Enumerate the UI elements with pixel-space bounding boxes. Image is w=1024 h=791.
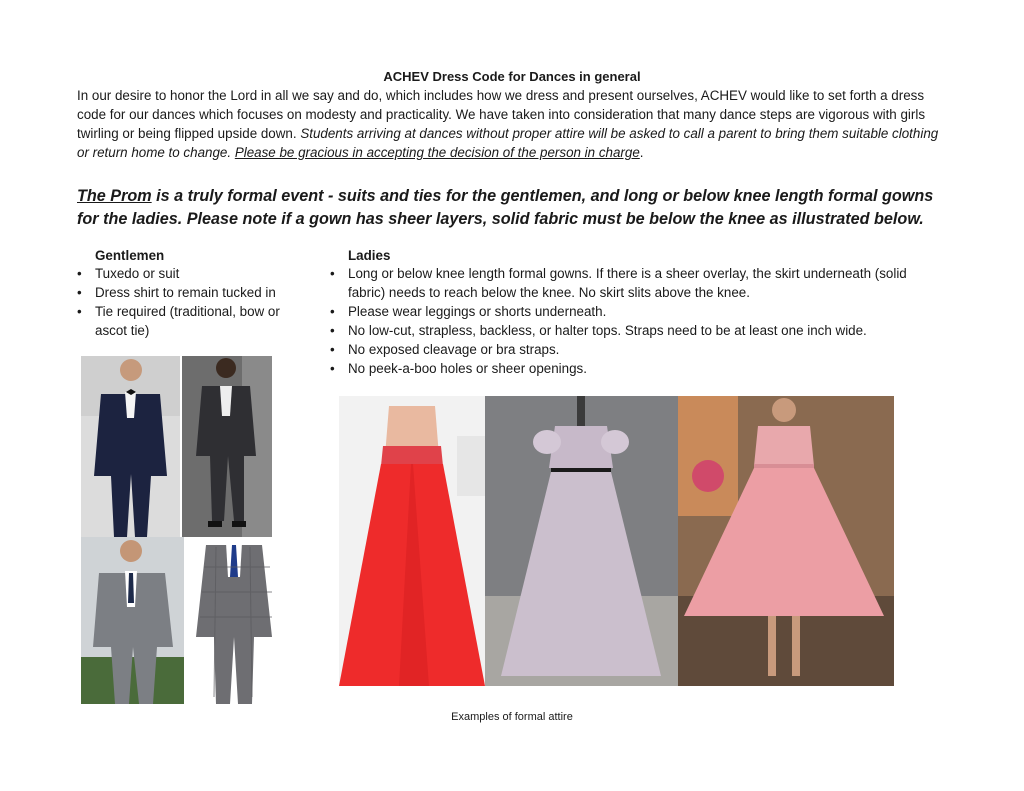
intro-emphasis-text: Please be gracious in accepting the decision of the person in charge bbox=[234, 145, 640, 160]
ladies-list bbox=[330, 264, 930, 378]
intro-paragraph bbox=[77, 86, 939, 162]
gentlemen-heading: Gentlemen bbox=[95, 248, 165, 263]
list-item: • No peek-a-boo holes or sheer openings. bbox=[330, 359, 930, 378]
prom-lead: The Prom bbox=[77, 187, 152, 205]
prom-rest: is a truly formal event - suits and ties for the gentlemen, and long or below knee length formal gowns for the ladies. Please note if a gown has sheer layers, solid fabric must be below the knee as illustrated below. bbox=[77, 187, 934, 228]
gray-suit-photo bbox=[81, 537, 184, 704]
pink-lace-dress-photo bbox=[678, 396, 894, 686]
prom-statement bbox=[77, 185, 947, 231]
gentlemen-section bbox=[77, 248, 307, 340]
intro-end: . bbox=[639, 145, 644, 160]
ladies-heading: Ladies bbox=[348, 248, 391, 263]
list-item: • Long or below knee length formal gowns. If there is a sheer overlay, the skirt underneath (solid fabric) needs to reach below the knee. No skirt slits above the knee. bbox=[330, 264, 930, 302]
photo-caption: Examples of formal attire bbox=[451, 711, 573, 723]
charcoal-tuxedo-photo bbox=[182, 356, 272, 537]
intro-italic-text: Students arriving at dances without proper attire will be asked to call a parent to bring them suitable clothing or return home to change. bbox=[77, 126, 939, 160]
red-gown-photo bbox=[339, 396, 485, 686]
list-item: • Please wear leggings or shorts underneath. bbox=[330, 302, 930, 321]
intro-text: In our desire to honor the Lord in all we say and do, which includes how we dress and present ourselves, ACHEV would like to set forth a dress code for our dances which focuses on modesty and practicality. We have taken into consideration that many dance steps are vigorous with girls twirling or being flipped upside down. bbox=[77, 88, 926, 141]
plaid-suit-photo bbox=[184, 537, 284, 704]
list-item: • No low-cut, strapless, backless, or halter tops. Straps need to be at least one inch wide. bbox=[330, 321, 930, 340]
list-item: • Dress shirt to remain tucked in bbox=[77, 283, 307, 302]
ladies-section bbox=[330, 248, 930, 378]
navy-tuxedo-photo bbox=[81, 356, 180, 537]
page-title: ACHEV Dress Code for Dances in general bbox=[383, 69, 641, 84]
gentlemen-list bbox=[77, 264, 307, 340]
list-item: • No exposed cleavage or bra straps. bbox=[330, 340, 930, 359]
list-item: • Tie required (traditional, bow or ascot tie) bbox=[77, 302, 307, 340]
lilac-gown-photo bbox=[485, 396, 678, 686]
list-item: • Tuxedo or suit bbox=[77, 264, 307, 283]
